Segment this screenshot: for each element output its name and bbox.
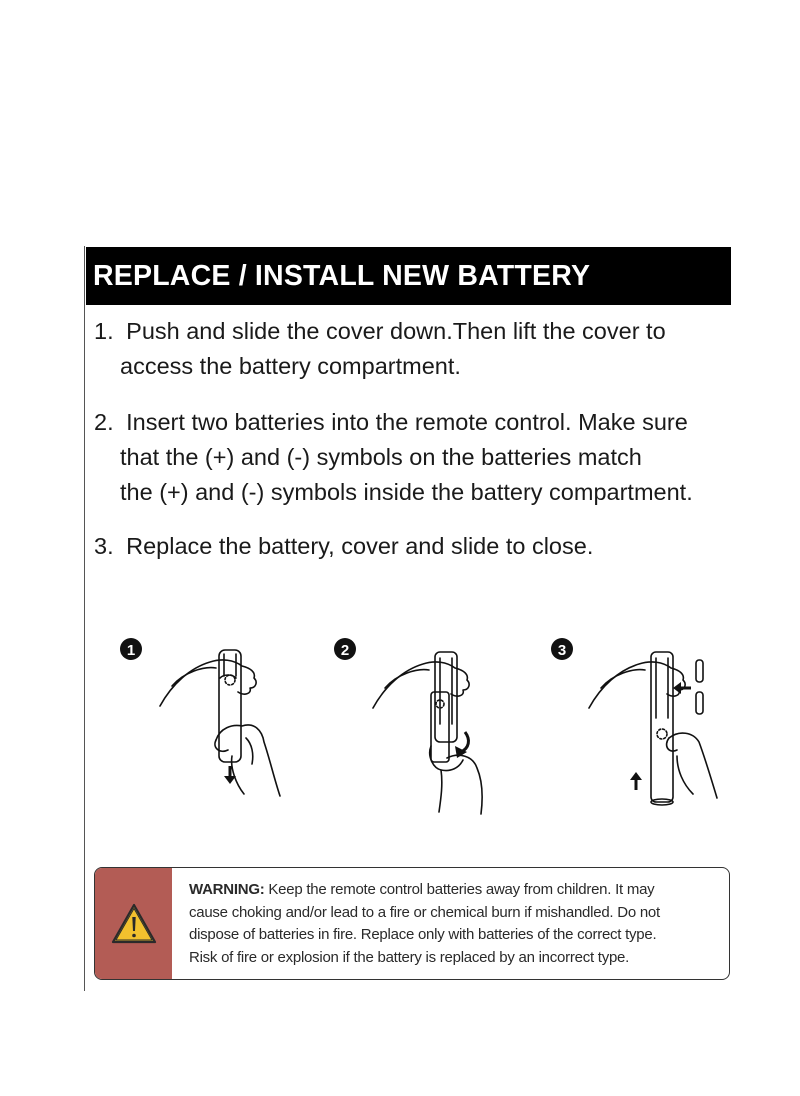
warning-triangle-icon (110, 902, 158, 946)
warning-label: WARNING: (189, 881, 265, 898)
step-2-number: 2. (94, 409, 114, 435)
warning-text (172, 868, 670, 979)
illustration-step-1 (112, 628, 312, 828)
warning-line-3: dispose of batteries in fire. Replace only with batteries of the correct type. (189, 926, 657, 943)
step-badge-3-label: 3 (557, 642, 567, 659)
warning-line-1-text: Keep the remote control batteries away from children. It may (264, 881, 655, 898)
hands-insert-batteries-icon (543, 628, 743, 828)
step-1-line-1: Push and slide the cover down.Then lift the cover to (126, 318, 666, 344)
page-title: REPLACE / INSTALL NEW BATTERY (93, 259, 591, 292)
warning-side-panel (95, 868, 172, 979)
step-2-line-1: Insert two batteries into the remote control. Make sure (126, 409, 688, 435)
step-1 (94, 314, 666, 384)
warning-line-2: cause choking and/or lead to a fire or chemical burn if mishandled. Do not (189, 903, 660, 921)
illustration-step-2 (327, 628, 527, 828)
step-2 (94, 405, 693, 510)
step-badge-1-label: 1 (126, 642, 136, 659)
step-2-line-3: the (+) and (-) symbols inside the battery compartment. (120, 479, 693, 505)
hands-push-cover-down-icon (112, 628, 312, 828)
illustration-step-3 (543, 628, 743, 828)
step-1-number: 1. (94, 318, 114, 344)
warning-box (94, 867, 730, 980)
title-banner (86, 247, 731, 305)
warning-line-4: Risk of fire or explosion if the battery is replaced by an incorrect type. (189, 948, 630, 966)
step-3-line-1: Replace the battery, cover and slide to close. (126, 533, 594, 559)
step-3 (94, 529, 593, 564)
step-1-line-2: access the battery compartment. (120, 353, 461, 379)
step-2-line-2: that the (+) and (-) symbols on the batteries match (120, 444, 642, 470)
left-margin-rule (84, 246, 85, 991)
warning-line-1 (189, 879, 660, 902)
step-badge-2-label: 2 (340, 642, 350, 659)
hands-lift-cover-icon (327, 628, 527, 828)
step-3-number: 3. (94, 533, 114, 559)
